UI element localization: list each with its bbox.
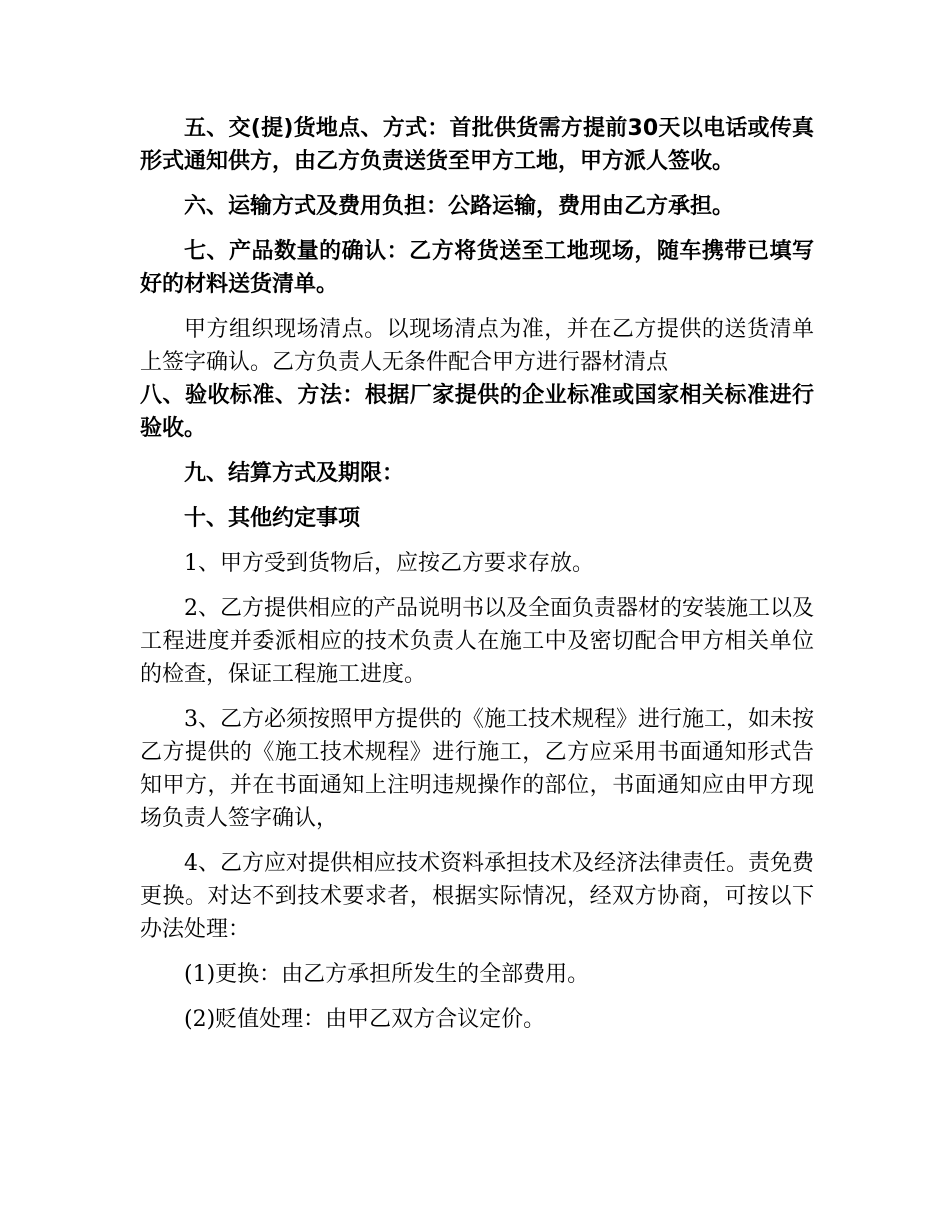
term-3: 3、乙方必须按照甲方提供的《施工技术规程》进行施工，如未按乙方提供的《施工技术规程》进行施工，乙方应采用书面通知形式告知甲方，并在书面通知上注明违规操作的部位，书面通知应由甲方现场负责人签字确认， [140,707,814,831]
clause-9-settlement: 九、结算方式及期限： [184,461,405,486]
clause-5-delivery: 五、交(提)货地点、方式：首批供货需方提前30天以电话或传真形式通知供方，由乙方负责送货至甲方工地，甲方派人签收。 [140,116,814,174]
term-2: 2、乙方提供相应的产品说明书以及全面负责器材的安装施工以及工程进度并委派相应的技术负责人在施工中及密切配合甲方相关单位的检查，保证工程施工进度。 [140,596,814,687]
term-4: 4、乙方应对提供相应技术资料承担技术及经济法律责任。责免费更换。对达不到技术要求者，根据实际情况，经双方协商，可按以下办法处理： [140,851,814,942]
term-1: 1、甲方受到货物后，应按乙方要求存放。 [184,551,594,576]
clause-10-other-terms: 十、其他约定事项 [184,506,361,531]
option-2-depreciation: (2)贬值处理：由甲乙双方合议定价。 [184,1007,546,1032]
clause-8-acceptance: 八、验收标准、方法：根据厂家提供的企业标准或国家相关标准进行验收。 [140,383,814,441]
clause-6-transport: 六、运输方式及费用负担：公路运输，费用由乙方承担。 [184,194,735,219]
clause-7-quantity: 七、产品数量的确认：乙方将货送至工地现场，随车携带已填写好的材料送货清单。 [140,239,814,297]
option-1-replace: (1)更换：由乙方承担所发生的全部费用。 [184,962,590,987]
document-page [140,112,814,1048]
paragraph-onsite-count: 甲方组织现场清点。以现场清点为准，并在乙方提供的送货清单上签字确认。乙方负责人无条件配合甲方进行器材清点 [140,317,814,375]
